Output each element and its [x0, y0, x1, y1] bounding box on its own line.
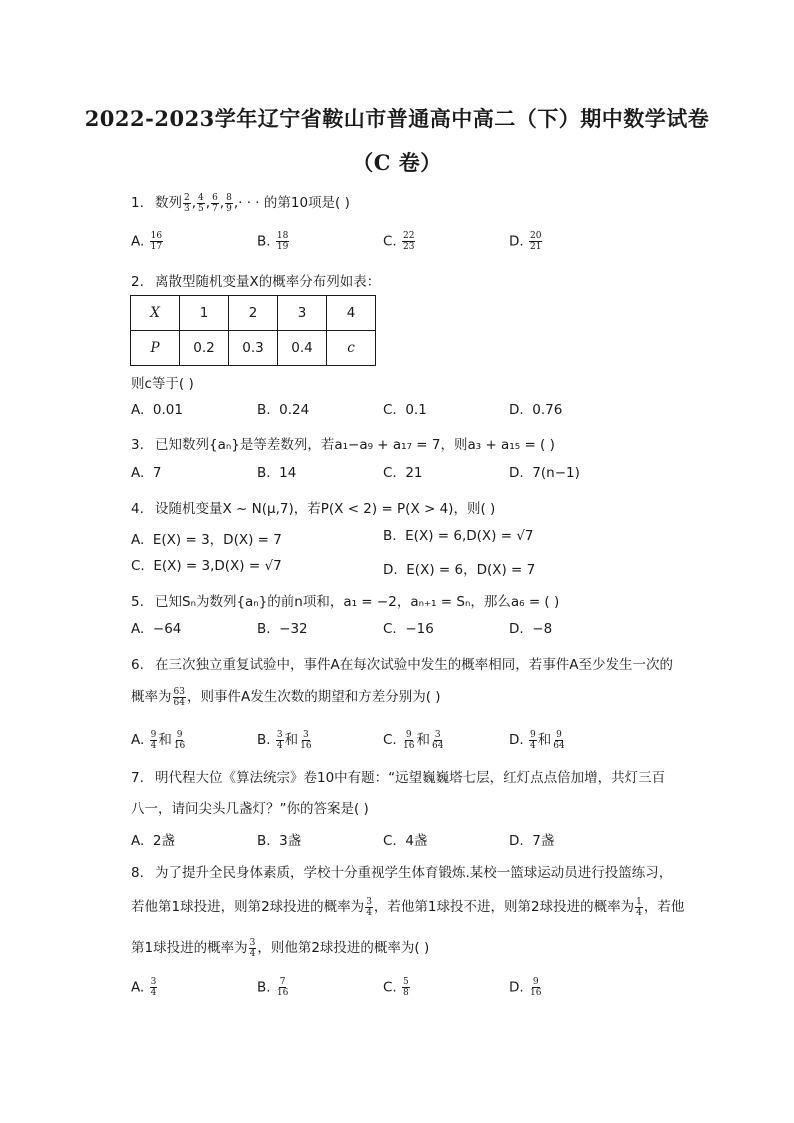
question-7: 7. 明代程大位《算法统宗》卷10中有题：“远望巍巍塔七层，红灯点点倍加增，共灯三百	[131, 770, 666, 786]
option-b: B. $\frac{3}{4}$ 和 $\frac{3}{16}$	[257, 729, 312, 751]
option-c: C. 21	[383, 465, 423, 481]
option-a: A. 2盏	[131, 833, 175, 849]
option-b: B. 14	[257, 465, 297, 481]
option-d: D. −8	[509, 621, 553, 637]
option-c: C. E(X) = 3,D(X) = √7	[131, 558, 282, 574]
option-a: A. $\frac{16}{17}$	[131, 231, 163, 252]
option-c: C. −16	[383, 621, 434, 637]
option-c: C. $\frac{5}{8}$	[383, 977, 409, 998]
question-2: 2. 离散型随机变量X的概率分布列如表：	[131, 274, 381, 290]
option-b: B. −32	[257, 621, 308, 637]
exam-title: 2022-2023学年辽宁省鞍山市普通高中高二（下）期中数学试卷	[84, 106, 710, 131]
sequence-fraction: $\frac{4}{5}$	[198, 192, 204, 214]
option-c: C. 0.1	[383, 402, 427, 418]
option-d: D. 7盏	[509, 833, 555, 849]
option-d: D. $\frac{9}{4}$ 和 $\frac{9}{64}$	[509, 729, 565, 751]
question-1: 1. 数列 $\frac{2}{3}$ , $\frac{4}{5}$ , $\frac{6}{7}$ , $\frac{8}{9}$ ,· · · 的第10项是( )	[131, 192, 350, 214]
option-c: C. $\frac{9}{16}$ 和 $\frac{3}{64}$	[383, 729, 444, 751]
option-d: D. 0.76	[509, 402, 563, 418]
table-row: P 0.2 0.3 0.4 c	[131, 331, 376, 366]
option-d: D. E(X) = 6，D(X) = 7	[383, 562, 536, 578]
exam-subtitle: （C 卷）	[352, 150, 442, 175]
question-7-line-2: 八一，请问尖头几盏灯？”你的答案是( )	[131, 801, 369, 817]
option-a: A. 7	[131, 465, 162, 481]
option-d: D. 7(n−1)	[509, 465, 580, 481]
option-a: A. E(X) = 3，D(X) = 7	[131, 532, 282, 548]
sequence-fraction: $\frac{2}{3}$	[184, 192, 190, 214]
option-a: A. 0.01	[131, 402, 183, 418]
option-a: A. $\frac{3}{4}$	[131, 977, 157, 998]
question-4: 4. 设随机变量X ~ N(μ,7)，若P(X < 2) = P(X > 4)，则( )	[131, 501, 496, 517]
question-number: 1.	[131, 195, 144, 211]
option-a: A. −64	[131, 621, 182, 637]
sequence-fraction: $\frac{8}{9}$	[226, 192, 232, 214]
option-b: B. 0.24	[257, 402, 310, 418]
table-row: X 1 2 3 4	[131, 296, 376, 331]
option-c: C. 4盏	[383, 833, 428, 849]
sequence-fraction: $\frac{6}{7}$	[212, 192, 218, 214]
question-3: 3. 已知数列{aₙ}是等差数列，若a₁−a₉ + a₁₇ = 7，则a₃ + a₁₅ = ( )	[131, 437, 555, 453]
option-b: B. E(X) = 6,D(X) = √7	[383, 528, 534, 544]
question-8: 8. 为了提升全民身体素质，学校十分重视学生体育锻炼.某校一篮球运动员进行投篮练习，	[131, 865, 673, 881]
option-a: A. $\frac{9}{4}$ 和 $\frac{9}{16}$	[131, 729, 186, 751]
question-8-line-2: 若他第1球投进，则第2球投进的概率为 $\frac{3}{4}$ ，若他第1球投不进，则第2球投进的概率为 $\frac{1}{4}$ ，若他	[131, 896, 685, 918]
option-d: D. $\frac{20}{21}$	[509, 231, 542, 252]
probability-table	[130, 295, 376, 366]
option-d: D. $\frac{9}{16}$	[509, 977, 542, 998]
option-b: B. $\frac{18}{19}$	[257, 231, 289, 252]
option-c: C. $\frac{22}{23}$	[383, 231, 415, 252]
question-6-line-2: 概率为 $\frac{63}{64}$ ，则事件A发生次数的期望和方差分别为( )	[131, 686, 441, 708]
question-5: 5. 已知Sₙ为数列{aₙ}的前n项和，a₁ = −2，aₙ₊₁ = Sₙ，那么a₆ = ( )	[131, 594, 560, 610]
question-2-prompt: 则c等于( )	[131, 376, 194, 392]
question-6: 6. 在三次独立重复试验中，事件A在每次试验中发生的概率相同，若事件A至少发生一次的	[131, 657, 673, 673]
option-b: B. 3盏	[257, 833, 302, 849]
option-b: B. $\frac{7}{16}$	[257, 977, 289, 998]
question-8-line-3: 第1球投进的概率为 $\frac{3}{4}$ ，则他第2球投进的概率为( )	[131, 937, 430, 959]
